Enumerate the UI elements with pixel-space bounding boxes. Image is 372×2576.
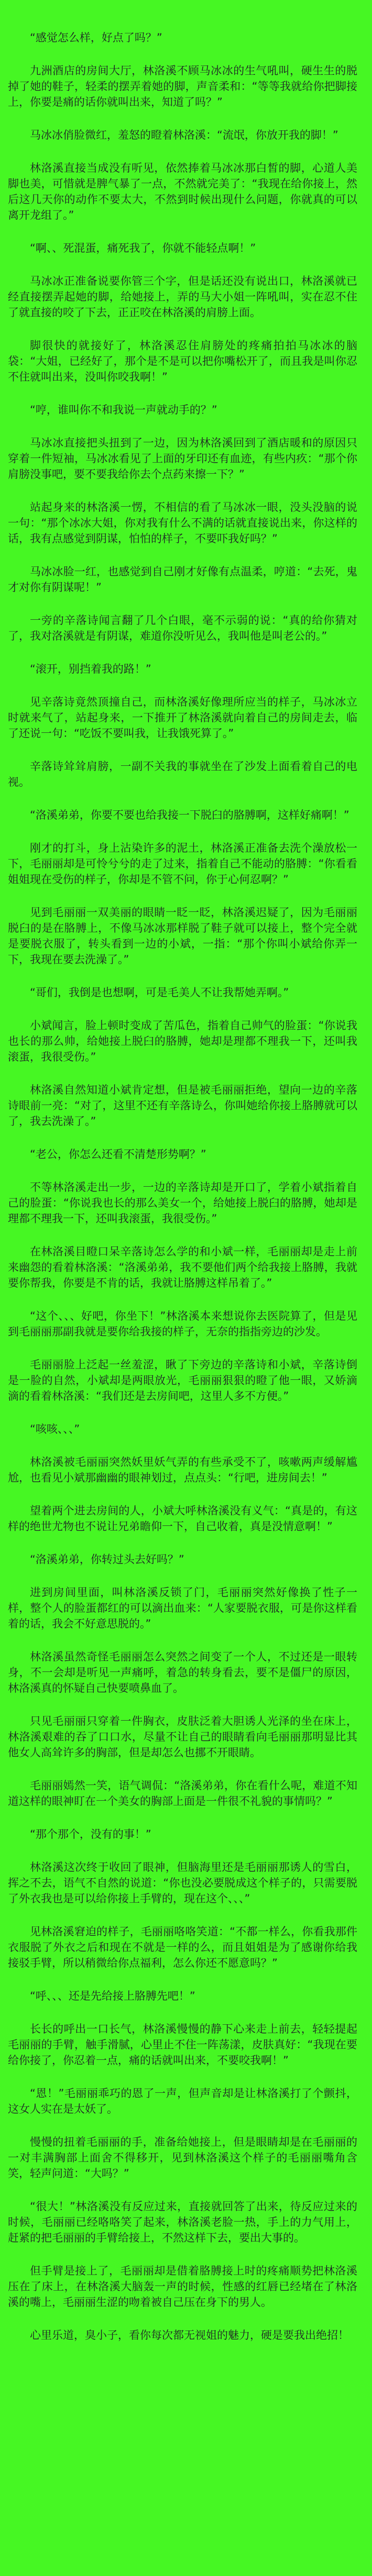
paragraph: 见林洛溪窘迫的样子，毛丽丽咯咯笑道：“不都一样么，你看我那件衣服脱了外衣之后和现在不就是一样的么，而且姐姐是为了感谢你给我接驳手臂，所以稍微给你点福利，怎么你还不愿意吗？” bbox=[8, 1925, 357, 1969]
paragraph: 马冰冰脸一红，也感觉到自己刚才好像有点温柔，哼道：“去死，鬼才对你有阴谋呢！” bbox=[8, 565, 357, 594]
paragraph: “滚开，别挡着我的路！” bbox=[30, 663, 151, 675]
novel-text-body bbox=[8, 30, 357, 2343]
paragraph: 林洛溪这次终于收回了眼神，但脑海里还是毛丽丽那诱人的雪白，挥之不去，语气不自然的说道：“你也没必要脱成这个样子的，只需要脱了外衣我也是可以给你接上手臂的，现在这个、、、” bbox=[8, 1861, 357, 1905]
paragraph: “感觉怎么样，好点了吗？” bbox=[30, 31, 162, 44]
paragraph: “呼、、、还是先给接上胳膊先吧！” bbox=[30, 1990, 195, 2002]
paragraph: “那个那个，没有的事！” bbox=[30, 1828, 151, 1841]
paragraph: 进到房间里面，叫林洛溪反锁了门，毛丽丽突然好像换了性子一样，整个人的脸蛋都红的可以滴出血来：“人家要脱衣服，可是你这样看着的话，我会不好意思脱的。” bbox=[8, 1586, 357, 1630]
paragraph: 刚才的打斗，身上沾染许多的泥土，林洛溪正准备去洗个澡放松一下，毛丽丽却是可怜兮兮的走了过来，指着自己不能动的胳膊：“你看看姐姐现在受伤的样子，你却是不管不问，你于心何忍啊？” bbox=[8, 842, 357, 886]
paragraph: 不等林洛溪走出一步，一边的辛落诗却是开口了，学着小斌指着自己的脸蛋：“你说我也长的那么美女一个，给她接上脱臼的胳膊，她却是理都不理我一下，还叫我滚蛋，我很受伤。” bbox=[8, 1181, 357, 1225]
paragraph: 脚很快的就接好了，林洛溪忍住肩膀处的疼痛拍拍马冰冰的脑袋：“大姐，已经好了，那个是不是可以把你嘴松开了，而且我是叫你忍不住就叫出来，没叫你咬我啊！” bbox=[8, 339, 357, 383]
paragraph: 九洲酒店的房间大厅，林洛溪不顾马冰冰的生气吼叫，硬生生的脱掉了她的鞋子，轻柔的摆弄着她的脚，声音柔和：“等等我就给你把脚接上，你要是痛的话你就叫出来，知道了吗？” bbox=[8, 64, 357, 108]
paragraph: “洛溪弟弟，你转过头去好吗？” bbox=[30, 1553, 184, 1566]
paragraph: “啊、、死混蛋，痛死我了，你就不能轻点啊！” bbox=[30, 242, 256, 254]
paragraph: “咳咳、、、” bbox=[30, 1423, 80, 1435]
paragraph: 林洛溪虽然奇怪毛丽丽怎么突然之间变了一个人，不过还是一眼转身，不一会却是听见一声痛呼，着急的转身看去，要不是僵尸的原因，林洛溪真的怀疑自己快要喷鼻血了。 bbox=[8, 1651, 357, 1694]
paragraph: “哼，谁叫你不和我说一声就动手的？” bbox=[30, 404, 217, 416]
paragraph: “哥们，我倒是也想啊，可是毛美人不让我帮她弄啊。” bbox=[30, 986, 289, 999]
paragraph: 马冰冰俏脸微红，羞怒的瞪着林洛溪：“流氓，你放开我的脚！” bbox=[30, 129, 338, 141]
paragraph: 小斌闻言，脸上顿时变成了苦瓜色，指着自己帅气的脸蛋：“你说我也长的那么帅，给她接上脱臼的胳膊，她却是理都不理我一下，还叫我滚蛋，我很受伤。” bbox=[8, 1019, 357, 1063]
paragraph: 林洛溪自然知道小斌肯定想，但是被毛丽丽拒绝，望向一边的辛落诗眼前一亮：“对了，这里不还有辛落诗么，你叫她给你接上胳膊就可以了，我去洗澡了。” bbox=[8, 1084, 357, 1128]
paragraph: 毛丽丽嫣然一笑，语气调侃：“洛溪弟弟，你在看什么呢，难道不知道这样的眼神盯在一个美女的胸部上面是一件很不礼貌的事情吗？” bbox=[8, 1779, 357, 1808]
paragraph: 马冰冰直接把头扭到了一边，因为林洛溪回到了酒店暖和的原因只穿着一件短袖，马冰冰看见了上面的牙印还有血迹，有些内疚：“那个你肩膀没事吧，要不要我给你去个点药来擦一下？” bbox=[8, 437, 357, 481]
paragraph: 辛落诗耸耸肩膀，一副不关我的事就坐在了沙发上面看着自己的电视。 bbox=[8, 760, 357, 788]
paragraph: 见辛落诗竟然顶撞自己，而林洛溪好像理所应当的样子，马冰冰立时就来气了，站起身来，一下推开了林洛溪就向着自己的房间走去，临了还说一句：“吃饭不要叫我，让我饿死算了。” bbox=[8, 696, 357, 740]
paragraph: “很大！”林洛溪没有反应过来，直接就回答了出来，待反应过来的时候，毛丽丽已经咯咯笑了起来，林洛溪老脸一热，手上的力气用上，赶紧的把毛丽丽的手臂给接上，不然这样下去，要出大事的。 bbox=[8, 2200, 357, 2244]
paragraph: “这个、、、好吧，你坐下！”林洛溪本来想说你去医院算了，但是见到毛丽丽那副我就是要你给我接的样子，无奈的指指旁边的沙发。 bbox=[8, 1310, 357, 1338]
paragraph: 站起身来的林洛溪一愣，不相信的看了马冰冰一眼，没头没脑的说一句：“那个冰冰大姐，你对我有什么不满的话就直接说出来，你这样的话，我有点感觉到阴谋，怕怕的样子，不要吓我好吗？” bbox=[8, 501, 357, 545]
paragraph: 望着两个进去房间的人，小斌大呼林洛溪没有义气：“真是的，有这样的绝世尤物也不说让兄弟瞻仰一下，自己收着，真是没情意啊！” bbox=[8, 1504, 357, 1533]
paragraph: 长长的呼出一口长气，林洛溪慢慢的静下心来走上前去，轻轻提起毛丽丽的手臂，触手滑腻，心里止不住一阵荡漾，皮肤真好：“我现在要给你接了，你忍着一点，痛的话就叫出来，不要咬我啊！” bbox=[8, 2023, 357, 2067]
paragraph: 慢慢的扭着毛丽丽的手，准备给她接上，但是眼睛却是在毛丽丽的一对丰满胸部上面舍不得移开，见到林洛溪这个样子的毛丽丽嘴角含笑，轻声问道：“大吗？” bbox=[8, 2136, 357, 2180]
paragraph: “洛溪弟弟，你要不要也给我接一下脱臼的胳膊啊，这样好痛啊！” bbox=[30, 809, 349, 821]
paragraph: “老公，你怎么还看不清楚形势啊？” bbox=[30, 1148, 206, 1161]
paragraph: 林洛溪直接当成没有听见，依然捧着马冰冰那白皙的脚，心道人美脚也美，可惜就是脾气暴了一点，不然就完美了：“我现在给你接上，然后这几天你的动作不要太大，不然到时候出现什么问题，你就真的可以离开龙组了。” bbox=[8, 162, 357, 221]
paragraph: 马冰冰正准备说要你管三个字，但是话还没有说出口，林洛溪就已经直接摆弄起她的脚，给她接上，弄的马大小姐一阵吼叫，实在忍不住了就直接的咬了下去，正正咬在林洛溪的肩膀上面。 bbox=[8, 275, 357, 319]
paragraph: 但手臂是接上了，毛丽丽却是借着胳膊接上时的疼痛顺势把林洛溪压在了床上，在林洛溪大脑轰一声的时候，性感的红唇已经堵在了林洛溪的嘴上，毛丽丽生涩的吻着被自己压在身下的男人。 bbox=[8, 2265, 357, 2309]
paragraph: 一旁的辛落诗闻言翻了几个白眼，毫不示弱的说：“真的给你猜对了，我对洛溪就是有阴谋，难道你没听见么，我叫他是叫老公的。” bbox=[8, 614, 357, 642]
paragraph: 毛丽丽脸上泛起一丝羞涩，瞅了下旁边的辛落诗和小斌，辛落诗倒是一脸的自然，小斌却是两眼放光，毛丽丽狠狠的瞪了他一眼，又娇滴滴的看着林洛溪：“我们还是去房间吧，这里人多不方便。” bbox=[8, 1358, 357, 1402]
paragraph: “恩！”毛丽丽乖巧的恩了一声，但声音却是让林洛溪打了个颤抖，这女人实在是太妖了。 bbox=[8, 2087, 357, 2115]
paragraph: 在林洛溪目瞪口呆辛落诗怎么学的和小斌一样，毛丽丽却是走上前来幽怨的看着林洛溪：“洛溪弟弟，我不要他们两个给我接上胳膊，我就要你帮我，你要是不肯的话，我就让胳膊这样吊着了。” bbox=[8, 1245, 357, 1289]
paragraph: 林洛溪被毛丽丽突然妖里妖气弄的有些承受不了，咳嗽两声缓解尴尬，也看见小斌那幽幽的眼神划过，点点头：“行吧，进房间去！” bbox=[8, 1456, 357, 1484]
paragraph: 心里乐道，臭小子，看你每次都无视姐的魅力，硬是要我出绝招！ bbox=[30, 2329, 349, 2341]
paragraph: 只见毛丽丽只穿着一件胸衣，皮肤泛着大胆诱人光泽的坐在床上，林洛溪艰难的吞了口口水，尽量不让自己的眼睛看向毛丽丽那明显比其他女人高耸许多的胸部，但是却怎么也挪不开眼睛。 bbox=[8, 1715, 357, 1759]
paragraph: 见到毛丽丽一双美丽的眼睛一眨一眨，林洛溪迟疑了，因为毛丽丽脱臼的是在胳膊上，不像马冰冰那样脱了鞋子就可以接上，整个完全就是要脱衣服了，转头看到一边的小斌，一指：“那个你叫小斌给你弄一下，我现在要去洗澡了。” bbox=[8, 906, 357, 966]
